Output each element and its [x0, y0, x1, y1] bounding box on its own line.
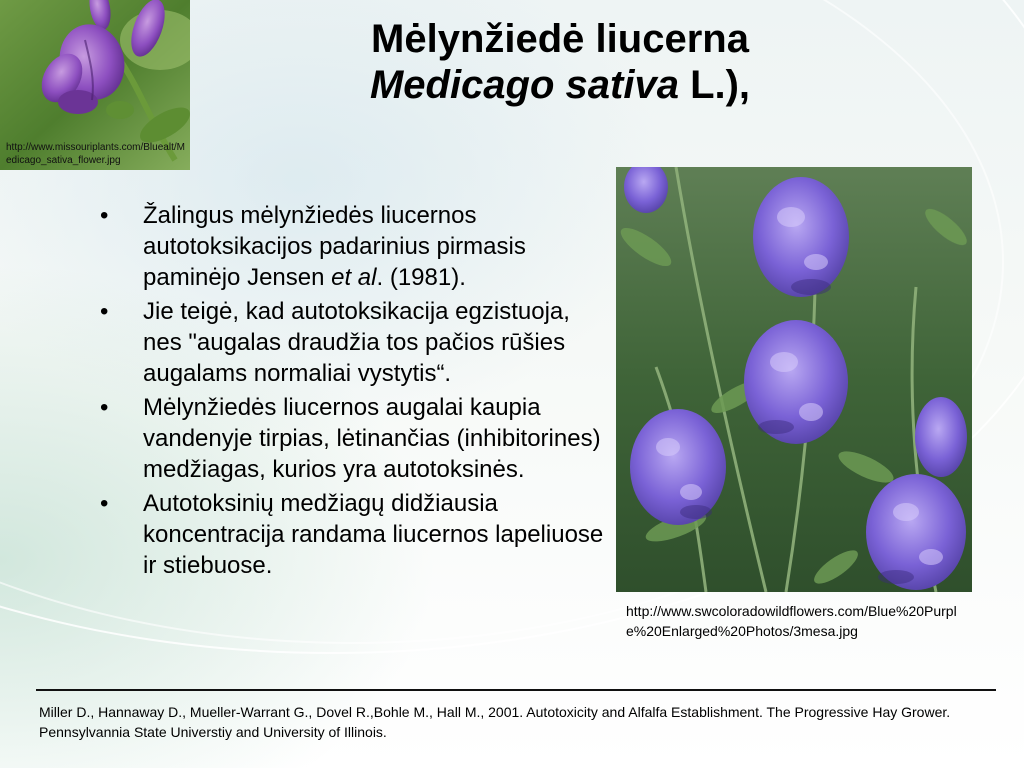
bullet-item: [100, 296, 605, 389]
bullet-text: . (1981).: [376, 264, 466, 291]
bullet-marker: •: [100, 202, 109, 229]
title-suffix: L.),: [678, 63, 751, 107]
small-photo-source-url: http://www.missouriplants.com/Bluealt/Medicago_sativa_flower.jpg: [6, 142, 185, 166]
slide-title: [300, 16, 820, 108]
bullet-marker: •: [100, 298, 109, 325]
bullet-item: [100, 488, 605, 581]
title-latin-name: Medicago sativa: [369, 63, 679, 107]
bullet-text: Mėlynžiedės liucernos augalai kaupia vandenyje tirpias, lėtinančias (inhibitorines) medžiagas, kurios yra autotoksinės.: [143, 394, 601, 483]
title-line-common-name: Mėlynžiedė liucerna: [371, 17, 749, 61]
bullet-text: Autotoksinių medžiagų didžiausia koncentracija randama liucernos lapeliuose ir stiebuose.: [143, 490, 604, 579]
bullet-marker: •: [100, 394, 109, 421]
bullet-text-italic: et al: [331, 264, 377, 291]
large-photo-source-url: http://www.swcoloradowildflowers.com/Blue%20Purple%20Enlarged%20Photos/3mesa.jpg: [626, 603, 957, 639]
bullet-item: [100, 392, 605, 485]
alfalfa-field-photo: [616, 167, 972, 592]
bullet-list: [100, 200, 605, 584]
bullet-item: [100, 200, 605, 293]
reference-citation: Miller D., Hannaway D., Mueller-Warrant G., Dovel R.,Bohle M., Hall M., 2001. Autotoxicity and Alfalfa Establishment. The Progressive Hay Grower. Pennsylvannia State Universtiy and University of Illinois.: [39, 704, 951, 740]
bullet-marker: •: [100, 490, 109, 517]
bullet-text: Jie teigė, kad autotoksikacija egzistuoja, nes "augalas draudžia tos pačios rūšies augalams normaliai vystytis“.: [143, 298, 570, 387]
reference-divider: [36, 689, 996, 691]
bullet-text: Žalingus mėlynžiedės liucernos autotoksikacijos padarinius pirmasis paminėjo Jensen: [143, 202, 526, 291]
